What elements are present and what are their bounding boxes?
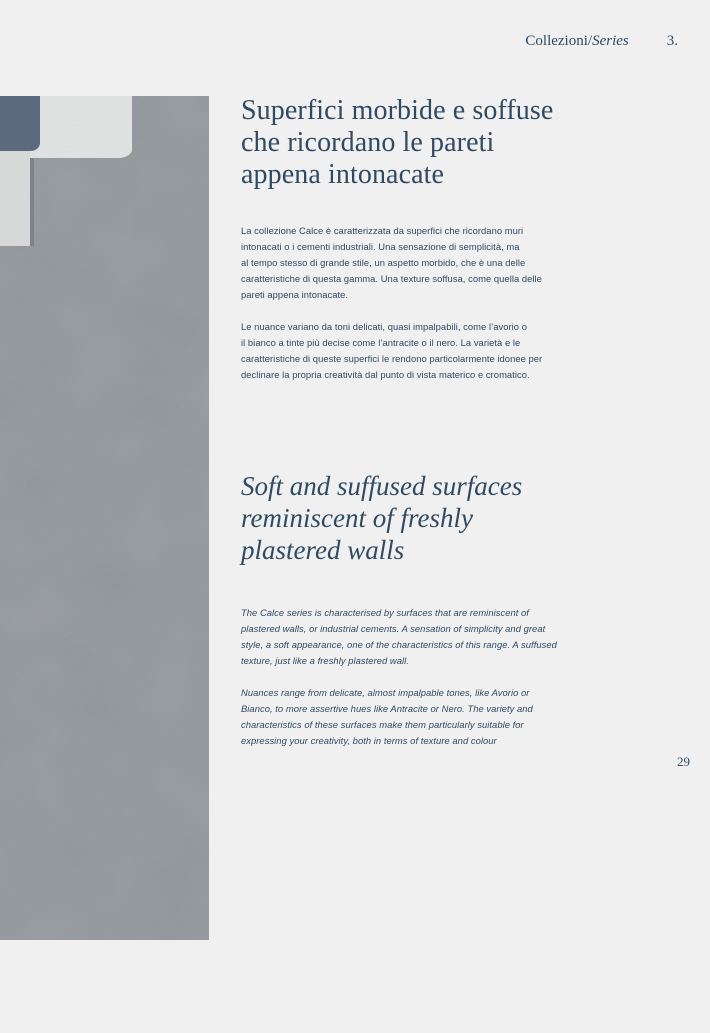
concrete-wall-photo — [0, 96, 209, 940]
text-line: declinare la propria creatività dal punto di vista materico e cromatico. — [241, 369, 530, 380]
section-header — [525, 33, 678, 50]
italian-title-line: appena intonacate — [241, 159, 445, 190]
text-line: il bianco a tinte più decise come l’antracite o il nero. La varietà e le — [241, 337, 521, 348]
english-title-line: reminiscent of freshly — [241, 503, 473, 533]
italian-title-line: che ricordano le pareti — [241, 127, 495, 158]
english-title-line: Soft and suffused surfaces — [241, 471, 523, 501]
text-line: plastered walls, or industrial cements. A sensation of simplicity and great — [241, 623, 546, 634]
text-line: expressing your creativity, both in terms of texture and colour — [241, 735, 497, 746]
english-title-line: plastered walls — [241, 535, 405, 565]
text-line: Bianco, to more assertive hues like Antracite or Nero. The variety and — [241, 703, 533, 714]
italian-title-line: Superfici morbide e soffuse — [241, 95, 554, 126]
italian-title — [241, 95, 586, 191]
english-title — [241, 470, 586, 566]
text-line: al tempo stesso di grande stile, un aspetto morbido, che è una delle — [241, 257, 526, 268]
text-line: intonacati o i cementi industriali. Una sensazione di semplicità, ma — [241, 241, 520, 252]
text-line: caratteristiche di questa gamma. Una texture soffusa, come quella delle — [241, 273, 542, 284]
italian-paragraph-1 — [241, 223, 586, 303]
chapter-number: 3. — [666, 33, 678, 49]
text-line: La collezione Calce è caratterizzata da superfici che ricordano muri — [241, 225, 524, 236]
text-line: pareti appena intonacate. — [241, 289, 349, 300]
section-label: Collezioni/ — [525, 33, 593, 49]
page-number: 29 — [677, 754, 690, 769]
text-line: Le nuance variano da toni delicati, quasi impalpabili, come l’avorio o — [241, 321, 527, 332]
section-label-italic: Series — [592, 33, 629, 49]
text-column — [241, 95, 586, 749]
text-line: style, a soft appearance, one of the characteristics of this range. A suffused — [241, 639, 557, 650]
text-line: The Calce series is characterised by surfaces that are reminiscent of — [241, 607, 529, 618]
text-line: characteristics of these surfaces make them particularly suitable for — [241, 719, 524, 730]
italian-paragraph-2 — [241, 319, 586, 383]
text-line: caratteristiche di queste superfici le rendono particolarmente idonee per — [241, 353, 543, 364]
text-line: Nuances range from delicate, almost impalpable tones, like Avorio or — [241, 687, 530, 698]
english-paragraph-2 — [241, 685, 586, 749]
text-line: texture, just like a freshly plastered wall. — [241, 655, 409, 666]
english-paragraph-1 — [241, 605, 586, 669]
